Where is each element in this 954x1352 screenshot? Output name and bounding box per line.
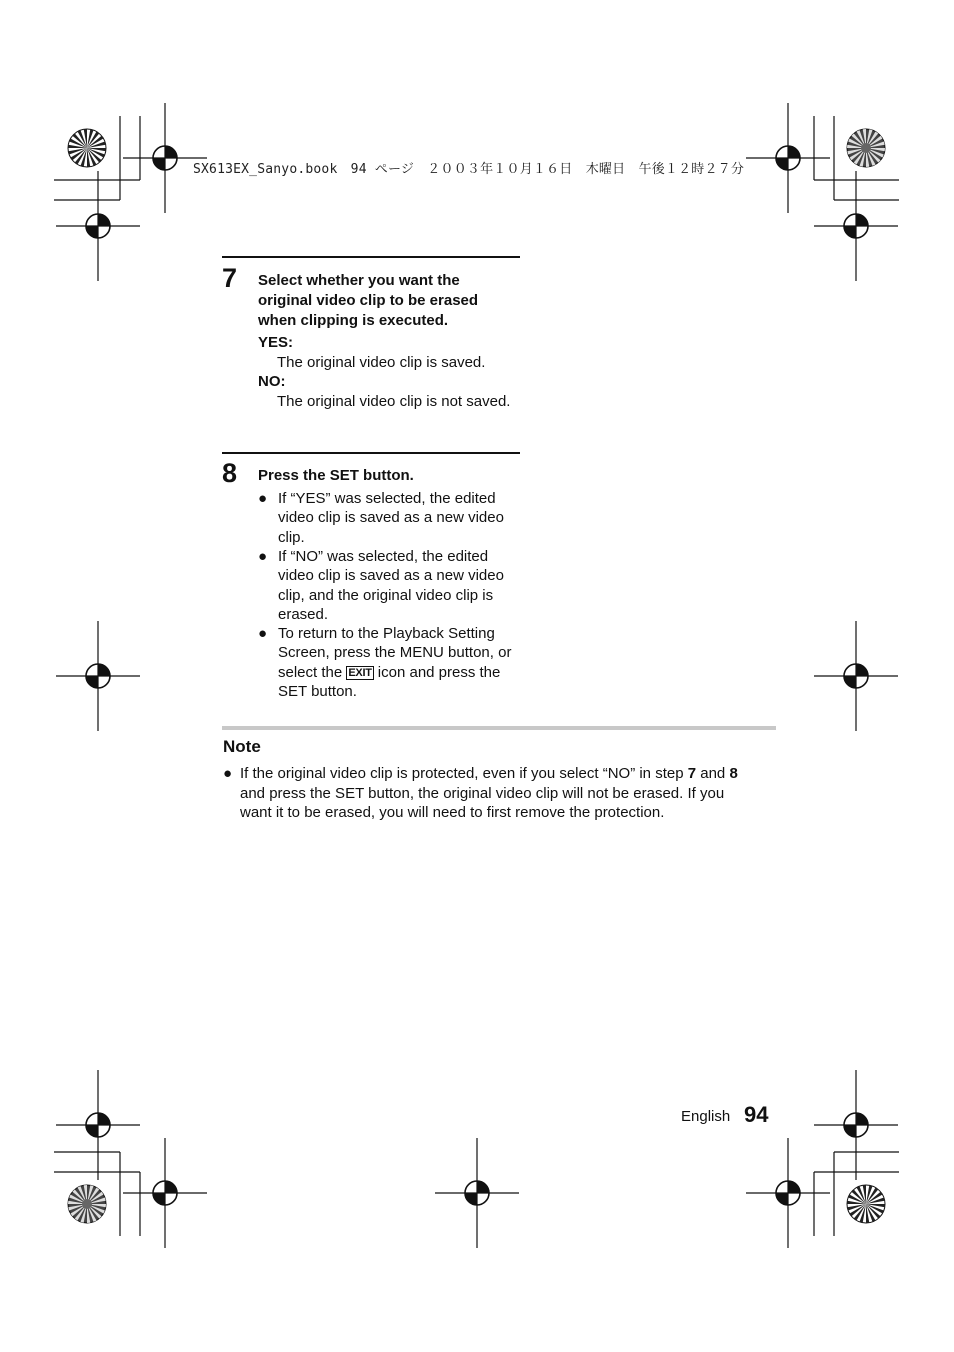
bullet-line: Screen, press the MENU button, or	[278, 644, 512, 662]
registration-mark	[56, 171, 140, 281]
no-label: NO:	[258, 373, 286, 390]
bullet-line: video clip is saved as a new video	[278, 509, 504, 527]
bullet-text: icon and press the	[373, 663, 501, 681]
step-7-title	[258, 271, 538, 331]
registration-mark	[814, 1070, 898, 1180]
step-8-title: Press the SET button.	[258, 467, 414, 484]
bullet-line: If “YES” was selected, the edited	[278, 490, 496, 507]
note-line	[240, 764, 785, 784]
footer-language: English	[681, 1108, 731, 1125]
note-text: and	[696, 765, 730, 782]
starburst-target	[68, 129, 106, 167]
exit-icon: EXIT	[348, 666, 372, 679]
registration-mark	[814, 621, 898, 731]
bullet-line: erased.	[278, 606, 329, 624]
bullet-dot: ●	[258, 490, 268, 507]
print-header-info: SX613EX_Sanyo.book 94 ページ ２００３年１０月１６日 木曜日 午後１２時２７分	[193, 162, 745, 177]
step-ref: 8	[729, 765, 738, 782]
starburst-target	[847, 1185, 885, 1223]
registration-mark	[56, 1070, 140, 1180]
step-7-number: 7	[222, 263, 238, 293]
note-text: If the original video clip is protected, even if you select “NO” in step	[240, 765, 688, 782]
step-7-title-line: original video clip to be erased	[258, 292, 479, 309]
page-number: 94	[744, 1102, 769, 1127]
bullet-text: select the	[278, 663, 347, 681]
step-8-rule	[222, 452, 520, 454]
note-divider	[222, 726, 776, 730]
note-line: want it to be erased, you will need to first remove the protection.	[240, 804, 665, 821]
note-line: and press the SET button, the original video clip will not be erased. If you	[240, 784, 725, 802]
step-7-title-line: Select whether you want the	[258, 272, 460, 289]
bullet-dot: ●	[223, 765, 233, 782]
bullet-line: video clip is saved as a new video	[278, 567, 504, 585]
registration-mark	[56, 621, 140, 731]
yes-label: YES:	[258, 334, 294, 351]
bullet-dot: ●	[258, 625, 268, 642]
note-title: Note	[223, 737, 261, 756]
registration-mark	[123, 1138, 207, 1248]
starburst-target	[847, 129, 885, 167]
bullet-line: clip, and the original video clip is	[278, 586, 494, 604]
registration-mark	[435, 1138, 519, 1248]
bullet-line: To return to the Playback Setting	[278, 625, 495, 642]
yes-description: The original video clip is saved.	[277, 354, 486, 371]
bullet-line: If “NO” was selected, the edited	[278, 548, 489, 565]
bullet-dot: ●	[258, 548, 268, 565]
step-7-title-line: when clipping is executed.	[258, 312, 449, 329]
bullet-line: clip.	[278, 528, 305, 546]
starburst-target	[68, 1185, 106, 1223]
no-description: The original video clip is not saved.	[277, 393, 511, 410]
step-8-number: 8	[222, 458, 238, 488]
registration-mark	[746, 1138, 830, 1248]
step-7-rule	[222, 256, 520, 258]
bullet-line	[278, 663, 540, 682]
bullet-line: SET button.	[278, 683, 357, 701]
registration-mark	[814, 171, 898, 281]
registration-mark	[746, 103, 830, 213]
step-ref: 7	[687, 765, 697, 782]
